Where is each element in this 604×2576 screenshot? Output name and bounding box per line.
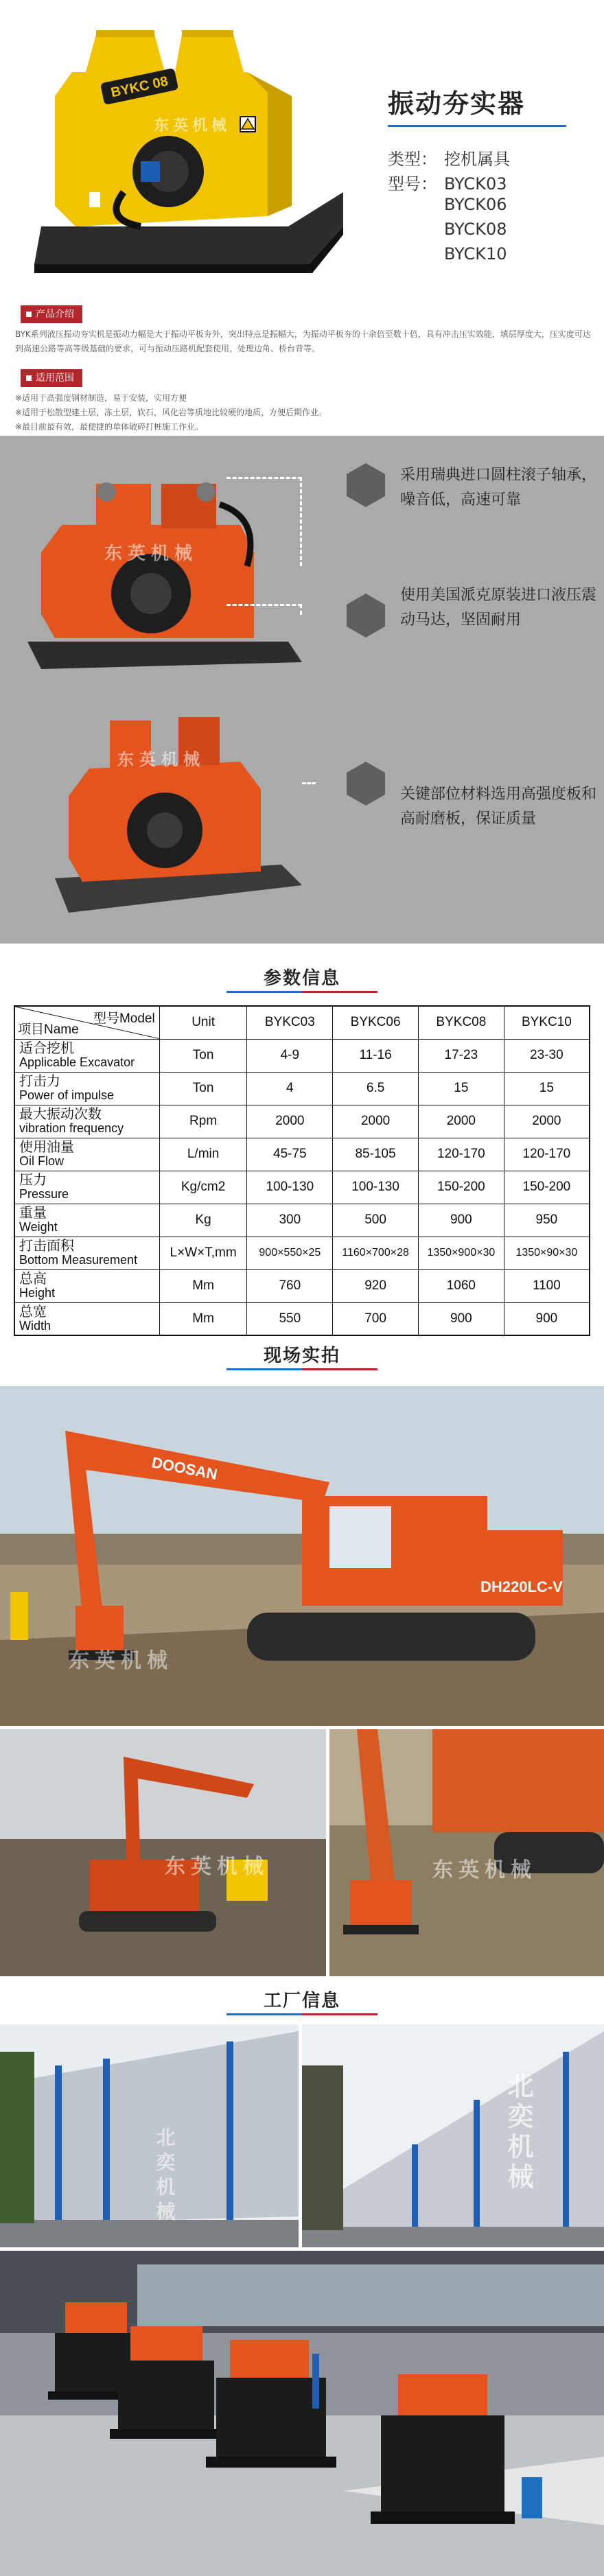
- param-label-cn: 总高: [19, 1272, 47, 1287]
- param-value-cell: 15: [504, 1072, 590, 1105]
- feature-bullet-hexagon: [347, 762, 385, 806]
- factory-heading: 工厂信息: [263, 1991, 340, 2011]
- param-label-cell: [14, 1072, 159, 1105]
- param-value-cell: 920: [333, 1269, 419, 1302]
- unit-header: Unit: [159, 1006, 247, 1039]
- param-unit-cell: Ton: [159, 1072, 247, 1105]
- callout-connector: [226, 477, 302, 566]
- param-label-en: Power of impulse: [19, 1088, 115, 1102]
- model-item: BYCK06: [444, 195, 507, 214]
- usage-badge: 适用范围: [21, 369, 82, 387]
- brand-watermark: 东英机械: [432, 1858, 537, 1882]
- param-value-cell: 150-200: [418, 1171, 504, 1204]
- param-value-cell: 550: [247, 1302, 333, 1335]
- param-value-cell: 760: [247, 1269, 333, 1302]
- factory-photo-building-right: [302, 2024, 604, 2247]
- param-label-cell: [14, 1039, 159, 1072]
- nameplate-text: BYKC 08: [109, 73, 170, 101]
- usage-line: ※适用于高强度钢材制造，易于安装，实用方便: [15, 393, 187, 403]
- features-section: [0, 436, 604, 944]
- factory-sign: 北奕机械: [153, 2127, 176, 2226]
- param-value-cell: 4-9: [247, 1039, 333, 1072]
- model-header: BYKC08: [418, 1006, 504, 1039]
- usage-line: ※最目前最有效，最便捷的单体破碎打桩施工作业。: [15, 422, 204, 432]
- product-title: 振动夯实器: [388, 89, 526, 119]
- hero-section: [0, 0, 604, 302]
- param-value-cell: 120-170: [504, 1138, 590, 1171]
- corner-model-label: 型号Model: [93, 1011, 155, 1026]
- param-label-cell: [14, 1237, 159, 1269]
- brand-watermark: 东英机械: [153, 117, 231, 134]
- param-unit-cell: L/min: [159, 1138, 247, 1171]
- type-label: 类型：: [388, 150, 437, 169]
- model-row: [388, 170, 507, 194]
- param-label-cell: [14, 1269, 159, 1302]
- param-value-cell: 900: [418, 1302, 504, 1335]
- feature-bullet-hexagon: [347, 463, 385, 507]
- table-row: [14, 1039, 590, 1072]
- param-label-en: Oil Flow: [19, 1154, 65, 1168]
- param-label-cell: [14, 1171, 159, 1204]
- param-label-cn: 适合挖机: [19, 1041, 74, 1056]
- feature-bullet-hexagon: [347, 594, 385, 637]
- params-table: [14, 1005, 590, 1336]
- title-underline: [388, 125, 566, 127]
- brand-watermark: 东英机械: [165, 1855, 269, 1879]
- brand-watermark: 东英机械: [104, 543, 198, 564]
- params-heading-rule: [226, 991, 378, 993]
- param-value-cell: 1350×900×30: [418, 1237, 504, 1269]
- table-row: [14, 1171, 590, 1204]
- corner-name-label: 项目Name: [18, 1022, 79, 1037]
- params-heading: 参数信息: [263, 968, 340, 989]
- param-label-en: Height: [19, 1286, 56, 1300]
- table-row: [14, 1269, 590, 1302]
- param-value-cell: 900×550×25: [247, 1237, 333, 1269]
- table-header-row: [14, 1006, 590, 1039]
- param-value-cell: 6.5: [333, 1072, 419, 1105]
- param-label-cn: 打击面积: [19, 1239, 74, 1254]
- model-header: BYKC03: [247, 1006, 333, 1039]
- param-value-cell: 45-75: [247, 1138, 333, 1171]
- callout-connector: [302, 782, 316, 954]
- model-item: BYCK08: [444, 220, 507, 239]
- brand-watermark: 东英机械: [117, 750, 205, 769]
- param-label-en: Applicable Excavator: [19, 1055, 135, 1069]
- model-item: BYCK03: [444, 174, 507, 194]
- param-unit-cell: Mm: [159, 1302, 247, 1335]
- param-label-cn: 重量: [19, 1206, 47, 1221]
- param-value-cell: 1350×90×30: [504, 1237, 590, 1269]
- site-heading-rule: [226, 1368, 378, 1370]
- factory-photo-building-left: [0, 2024, 299, 2247]
- param-value-cell: 700: [333, 1302, 419, 1335]
- param-label-cn: 打击力: [19, 1074, 60, 1089]
- param-value-cell: 11-16: [333, 1039, 419, 1072]
- excavator-brand-text: DOOSAN: [150, 1453, 219, 1484]
- param-value-cell: 23-30: [504, 1039, 590, 1072]
- brand-watermark: 东英机械: [69, 1649, 173, 1673]
- factory-sign: 北奕机械: [503, 2072, 533, 2193]
- table-row: [14, 1302, 590, 1335]
- param-value-cell: 2000: [504, 1105, 590, 1138]
- param-value-cell: 100-130: [247, 1171, 333, 1204]
- param-unit-cell: Kg: [159, 1204, 247, 1237]
- param-value-cell: 15: [418, 1072, 504, 1105]
- param-label-cn: 最大振动次数: [19, 1107, 102, 1122]
- feature-text: 采用瑞典进口圆柱滚子轴承，噪音低，高速可靠: [400, 467, 597, 508]
- model-header: BYKC06: [333, 1006, 419, 1039]
- excavator-model-text: DH220LC-V: [480, 1578, 563, 1595]
- param-label-en: Pressure: [19, 1187, 69, 1201]
- site-photo-working-left: [0, 1729, 326, 1976]
- site-photo-working-right: [329, 1729, 604, 1976]
- intro-text: BYK系列液压振动夯实机是振动力幅是大于振动平板夯外，突出特点是振幅大，为振动平板夯的十余倍至数十倍，具有冲击压实效能，填层厚度大，压实度可达到高速公路等高等级基础的要求，可与振动压路机配套使用，处理边角、桥台背等。: [15, 329, 591, 353]
- param-unit-cell: Kg/cm2: [159, 1171, 247, 1204]
- param-unit-cell: L×W×T,mm: [159, 1237, 247, 1269]
- param-label-en: Bottom Measurement: [19, 1253, 138, 1267]
- param-value-cell: 1160×700×28: [333, 1237, 419, 1269]
- param-value-cell: 300: [247, 1204, 333, 1237]
- site-photo-excavator: [0, 1386, 604, 1726]
- site-heading: 现场实拍: [263, 1346, 340, 1366]
- table-row: [14, 1105, 590, 1138]
- callout-connector: [226, 604, 302, 615]
- param-label-cn: 压力: [19, 1173, 47, 1188]
- param-label-cell: [14, 1105, 159, 1138]
- param-value-cell: 900: [418, 1204, 504, 1237]
- feature-text: 使用美国派克原装进口液压震动马达，坚固耐用: [400, 587, 597, 629]
- table-row: [14, 1138, 590, 1171]
- usage-line: ※适用于松散型建土层，冻土层，软石，风化岩等质地比较硬的地质，方便后期作业。: [15, 408, 327, 417]
- param-label-cn: 总宽: [19, 1304, 47, 1320]
- factory-photo-showroom: [0, 2251, 604, 2576]
- intro-badge: 产品介绍: [21, 305, 82, 323]
- feature-text: 关键部位材料选用高强度板和高耐磨板，保证质量: [400, 786, 597, 828]
- model-item: BYCK10: [444, 244, 507, 264]
- param-unit-cell: Mm: [159, 1269, 247, 1302]
- param-value-cell: 2000: [333, 1105, 419, 1138]
- model-label: 型号：: [388, 174, 437, 194]
- table-row: [14, 1072, 590, 1105]
- param-value-cell: 2000: [247, 1105, 333, 1138]
- param-unit-cell: Rpm: [159, 1105, 247, 1138]
- param-label-cell: [14, 1138, 159, 1171]
- param-unit-cell: Ton: [159, 1039, 247, 1072]
- param-value-cell: 2000: [418, 1105, 504, 1138]
- param-label-cell: [14, 1204, 159, 1237]
- param-label-cn: 使用油量: [19, 1140, 74, 1155]
- param-label-cell: [14, 1302, 159, 1335]
- compactor-product-image: [21, 21, 350, 281]
- table-row: [14, 1237, 590, 1269]
- param-value-cell: 85-105: [333, 1138, 419, 1171]
- param-value-cell: 1060: [418, 1269, 504, 1302]
- param-label-en: vibration frequency: [19, 1121, 124, 1135]
- param-value-cell: 900: [504, 1302, 590, 1335]
- param-value-cell: 100-130: [333, 1171, 419, 1204]
- table-row: [14, 1204, 590, 1237]
- factory-heading-rule: [226, 2013, 378, 2015]
- param-value-cell: 500: [333, 1204, 419, 1237]
- param-value-cell: 150-200: [504, 1171, 590, 1204]
- param-label-en: Weight: [19, 1220, 58, 1234]
- type-row: [388, 145, 510, 169]
- model-header: BYKC10: [504, 1006, 590, 1039]
- type-value: 挖机属具: [444, 150, 510, 169]
- table-corner-cell: [14, 1006, 159, 1039]
- compactor-orange-front-image: [41, 693, 309, 926]
- param-value-cell: 950: [504, 1204, 590, 1237]
- param-value-cell: 4: [247, 1072, 333, 1105]
- param-value-cell: 120-170: [418, 1138, 504, 1171]
- param-label-en: Width: [19, 1318, 51, 1333]
- param-value-cell: 17-23: [418, 1039, 504, 1072]
- param-value-cell: 1100: [504, 1269, 590, 1302]
